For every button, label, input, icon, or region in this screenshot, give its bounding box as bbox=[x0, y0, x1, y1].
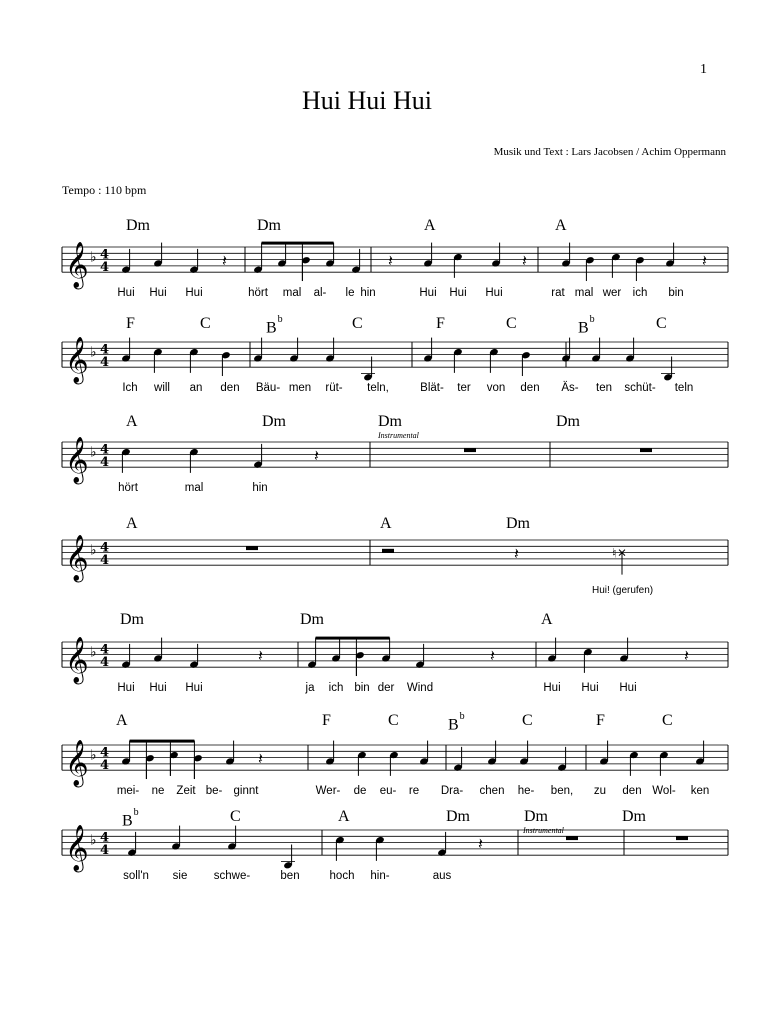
lyric-syllable: ben bbox=[280, 869, 300, 882]
time-signature-top: 4 bbox=[100, 830, 110, 846]
chord-root: Dm bbox=[120, 611, 144, 628]
chord-symbol bbox=[524, 809, 548, 825]
chord-symbol bbox=[380, 516, 392, 532]
chord-symbol bbox=[257, 218, 281, 234]
lyric-syllable: mal bbox=[282, 286, 302, 299]
chord-root: C bbox=[506, 315, 517, 332]
chord-symbol bbox=[126, 414, 138, 430]
lyric-syllable: men bbox=[288, 381, 312, 394]
lyric-syllable: Hui bbox=[149, 681, 167, 694]
lyric-syllable: teln, bbox=[367, 381, 389, 394]
chord-root: A bbox=[338, 808, 350, 825]
lyric-syllable: Hui bbox=[185, 681, 203, 694]
chord-symbol bbox=[388, 713, 399, 729]
lyric-syllable: ginnt bbox=[233, 784, 259, 797]
lyric-syllable: Bäu- bbox=[255, 381, 281, 394]
lyric-syllable: den bbox=[220, 381, 240, 394]
lyric-syllable: Ich bbox=[122, 381, 138, 394]
natural-sign: ♮ bbox=[612, 546, 617, 562]
chord-root: Dm bbox=[126, 217, 150, 234]
chord-root: Dm bbox=[262, 413, 286, 430]
chord-root: Dm bbox=[446, 808, 470, 825]
chord-root: C bbox=[522, 712, 533, 729]
chord-flat: b bbox=[277, 314, 283, 325]
chord-symbol bbox=[448, 713, 465, 733]
chord-symbol bbox=[126, 218, 150, 234]
chord-root: A bbox=[116, 712, 128, 729]
chord-symbol bbox=[322, 713, 331, 729]
chord-root: B bbox=[266, 319, 277, 337]
chord-symbol bbox=[446, 809, 470, 825]
chord-symbol bbox=[555, 218, 567, 234]
lyric-syllable: ne bbox=[151, 784, 165, 797]
chord-symbol bbox=[262, 414, 286, 430]
lyric-syllable: Wer- bbox=[315, 784, 341, 797]
lyric-syllable: schwe- bbox=[213, 869, 251, 882]
quarter-rest: 𝄽 bbox=[684, 646, 689, 666]
staff-system-5 bbox=[0, 612, 768, 692]
chord-symbol bbox=[522, 713, 533, 729]
lyric-syllable: an bbox=[189, 381, 203, 394]
lyric-syllable: Wind bbox=[406, 681, 434, 694]
time-signature-bottom: 4 bbox=[100, 758, 110, 774]
whole-rest bbox=[640, 449, 652, 453]
lyric-syllable: Hui bbox=[449, 286, 467, 299]
lyric-syllable: Wol- bbox=[652, 784, 676, 797]
key-signature-flat: ♭ bbox=[90, 747, 97, 764]
lyric-syllable: Blät- bbox=[420, 381, 444, 394]
time-signature-bottom: 4 bbox=[100, 355, 110, 371]
chord-symbol bbox=[656, 316, 667, 332]
chord-symbol bbox=[116, 713, 128, 729]
chord-root: C bbox=[352, 315, 363, 332]
instrumental-marking: Instrumental bbox=[523, 826, 564, 835]
key-signature-flat: ♭ bbox=[90, 542, 97, 559]
chord-symbol bbox=[622, 809, 646, 825]
lyric-syllable: bin bbox=[354, 681, 370, 694]
lyric-syllable: aus bbox=[432, 869, 452, 882]
lyric-syllable: Hui bbox=[619, 681, 637, 694]
chord-symbol bbox=[436, 316, 445, 332]
quarter-rest: 𝄽 bbox=[314, 446, 319, 466]
time-signature-bottom: 4 bbox=[100, 260, 110, 276]
chord-root: F bbox=[436, 315, 445, 332]
staff-system-7 bbox=[0, 800, 768, 880]
lyric-syllable: ten bbox=[596, 381, 612, 394]
whole-rest bbox=[566, 837, 578, 841]
chord-root: A bbox=[126, 515, 138, 532]
chord-root: B bbox=[448, 716, 459, 734]
chord-symbol bbox=[506, 516, 530, 532]
key-signature-flat: ♭ bbox=[90, 444, 97, 461]
quarter-rest: 𝄽 bbox=[522, 251, 527, 271]
time-signature-bottom: 4 bbox=[100, 553, 110, 569]
chord-root: A bbox=[126, 413, 138, 430]
chord-root: C bbox=[662, 712, 673, 729]
lyric-syllable: Hui bbox=[185, 286, 203, 299]
quarter-rest: 𝄽 bbox=[258, 646, 263, 666]
lyric-syllable: rat bbox=[551, 286, 565, 299]
chord-root: C bbox=[388, 712, 399, 729]
time-signature-top: 4 bbox=[100, 540, 110, 556]
lyric-syllable: den bbox=[622, 784, 642, 797]
lyric-syllable: re bbox=[408, 784, 420, 797]
lyric-syllable: hoch bbox=[329, 869, 355, 882]
chord-symbol bbox=[120, 612, 144, 628]
treble-clef: 𝄞 bbox=[65, 825, 89, 872]
instrumental-marking: Instrumental bbox=[378, 431, 419, 440]
beam bbox=[316, 637, 390, 640]
lyric-syllable: soll'n bbox=[123, 869, 149, 882]
lyric-syllable: le bbox=[345, 286, 355, 299]
lyric-syllable: mal bbox=[184, 481, 204, 494]
chord-flat: b bbox=[459, 711, 465, 722]
chord-symbol bbox=[596, 713, 605, 729]
lyric-syllable: mal bbox=[574, 286, 594, 299]
lyric-syllable: Hui bbox=[581, 681, 599, 694]
chord-root: F bbox=[126, 315, 135, 332]
whole-rest bbox=[676, 837, 688, 841]
time-signature-top: 4 bbox=[100, 342, 110, 358]
chord-flat: b bbox=[589, 314, 595, 325]
quarter-rest: 𝄽 bbox=[702, 251, 707, 271]
quarter-rest: 𝄽 bbox=[514, 544, 519, 564]
lyric-syllable: be- bbox=[205, 784, 223, 797]
lyric-syllable: de bbox=[353, 784, 367, 797]
time-signature-top: 4 bbox=[100, 642, 110, 658]
treble-clef: 𝄞 bbox=[65, 242, 89, 289]
lyric-syllable: Hui bbox=[485, 286, 503, 299]
lyric-syllable: teln bbox=[674, 381, 694, 394]
lyric-syllable: Hui bbox=[117, 286, 135, 299]
lyric-syllable: bin bbox=[668, 286, 684, 299]
lyric-syllable: ich bbox=[632, 286, 648, 299]
lyric-syllable: Äs- bbox=[561, 381, 579, 394]
chord-symbol bbox=[338, 809, 350, 825]
quarter-rest: 𝄽 bbox=[490, 646, 495, 666]
lyric-syllable: den bbox=[520, 381, 540, 394]
lyric-syllable: zu bbox=[593, 784, 607, 797]
chord-symbol bbox=[556, 414, 580, 430]
whole-rest bbox=[246, 547, 258, 551]
key-signature-flat: ♭ bbox=[90, 344, 97, 361]
treble-clef: 𝄞 bbox=[65, 637, 89, 684]
quarter-rest: 𝄽 bbox=[478, 834, 483, 854]
chord-root: C bbox=[200, 315, 211, 332]
chord-root: A bbox=[424, 217, 436, 234]
beam bbox=[262, 242, 334, 245]
quarter-rest: 𝄽 bbox=[222, 251, 227, 271]
staff-system-2 bbox=[0, 312, 768, 392]
chord-root: F bbox=[322, 712, 331, 729]
chord-root: C bbox=[656, 315, 667, 332]
lyric-syllable: wer bbox=[602, 286, 622, 299]
time-signature-bottom: 4 bbox=[100, 455, 110, 471]
treble-clef: 𝄞 bbox=[65, 535, 89, 582]
chord-root: A bbox=[380, 515, 392, 532]
chord-symbol bbox=[300, 612, 324, 628]
lyric-syllable: mei- bbox=[116, 784, 140, 797]
chord-root: Dm bbox=[506, 515, 530, 532]
lyric-syllable: will bbox=[154, 381, 170, 394]
key-signature-flat: ♭ bbox=[90, 644, 97, 661]
chord-root: Dm bbox=[524, 808, 548, 825]
quarter-rest: 𝄽 bbox=[258, 749, 263, 769]
chord-root: B bbox=[122, 812, 133, 830]
lyric-syllable: ken bbox=[690, 784, 710, 797]
key-signature-flat: ♭ bbox=[90, 249, 97, 266]
chord-symbol bbox=[662, 713, 673, 729]
time-signature-top: 4 bbox=[100, 442, 110, 458]
lyric-syllable: der bbox=[377, 681, 395, 694]
lyric-syllable: ben, bbox=[550, 784, 574, 797]
staff-system-1 bbox=[0, 217, 768, 297]
chord-flat: b bbox=[133, 807, 139, 818]
chord-symbol bbox=[424, 218, 436, 234]
half-rest bbox=[382, 549, 394, 553]
lyric-syllable: Zeit bbox=[176, 784, 196, 797]
lyric-syllable: he- bbox=[517, 784, 535, 797]
chord-symbol bbox=[578, 316, 595, 336]
lyric-syllable: von bbox=[486, 381, 506, 394]
lyric-syllable: Hui bbox=[117, 681, 135, 694]
chord-root: A bbox=[555, 217, 567, 234]
chord-root: B bbox=[578, 319, 589, 337]
quarter-rest: 𝄽 bbox=[388, 251, 393, 271]
chord-symbol bbox=[126, 516, 138, 532]
chord-root: F bbox=[596, 712, 605, 729]
lyric-syllable: hin bbox=[252, 481, 268, 494]
lyric-syllable: hört bbox=[118, 481, 138, 494]
lyric-syllable: ter bbox=[457, 381, 471, 394]
time-signature-bottom: 4 bbox=[100, 843, 110, 859]
time-signature-bottom: 4 bbox=[100, 655, 110, 671]
lyric-syllable: ja bbox=[305, 681, 315, 694]
chord-symbol bbox=[352, 316, 363, 332]
chord-root: Dm bbox=[257, 217, 281, 234]
lyric-syllable: rüt- bbox=[325, 381, 343, 394]
chord-symbol bbox=[122, 809, 139, 829]
chord-symbol bbox=[506, 316, 517, 332]
lyric-syllable: hin- bbox=[370, 869, 390, 882]
chord-root: Dm bbox=[300, 611, 324, 628]
chord-symbol bbox=[378, 414, 402, 430]
chord-symbol bbox=[230, 809, 241, 825]
chord-root: Dm bbox=[378, 413, 402, 430]
key-signature-flat: ♭ bbox=[90, 832, 97, 849]
lyric-syllable: schüt- bbox=[624, 381, 656, 394]
lyric-syllable: ich bbox=[328, 681, 344, 694]
lyric-syllable: Dra- bbox=[440, 784, 464, 797]
chord-root: Dm bbox=[556, 413, 580, 430]
chord-symbol bbox=[541, 612, 553, 628]
lyric-syllable: sie bbox=[172, 869, 188, 882]
lyric-syllable: chen bbox=[479, 784, 505, 797]
song-title: Hui Hui Hui bbox=[302, 86, 432, 115]
chord-root: A bbox=[541, 611, 553, 628]
lyric-syllable: eu- bbox=[379, 784, 397, 797]
time-signature-top: 4 bbox=[100, 745, 110, 761]
treble-clef: 𝄞 bbox=[65, 740, 89, 787]
chord-root: Dm bbox=[622, 808, 646, 825]
whole-rest bbox=[464, 449, 476, 453]
credits: Musik und Text : Lars Jacobsen / Achim Oppermann bbox=[493, 146, 726, 158]
beam bbox=[130, 740, 195, 743]
chord-symbol bbox=[126, 316, 135, 332]
lyric-syllable: Hui bbox=[419, 286, 437, 299]
tempo-marking: Tempo : 110 bpm bbox=[62, 183, 147, 197]
page-number: 1 bbox=[700, 62, 707, 77]
lyric-syllable: Hui bbox=[543, 681, 561, 694]
chord-root: C bbox=[230, 808, 241, 825]
time-signature-top: 4 bbox=[100, 247, 110, 263]
shout-annotation: Hui! (gerufen) bbox=[592, 585, 654, 596]
lyric-syllable: Hui bbox=[149, 286, 167, 299]
lyric-syllable: hört bbox=[248, 286, 268, 299]
chord-symbol bbox=[266, 316, 283, 336]
treble-clef: 𝄞 bbox=[65, 337, 89, 384]
chord-symbol bbox=[200, 316, 211, 332]
treble-clef: 𝄞 bbox=[65, 437, 89, 484]
lyric-syllable: hin bbox=[360, 286, 376, 299]
lyric-syllable: al- bbox=[313, 286, 327, 299]
